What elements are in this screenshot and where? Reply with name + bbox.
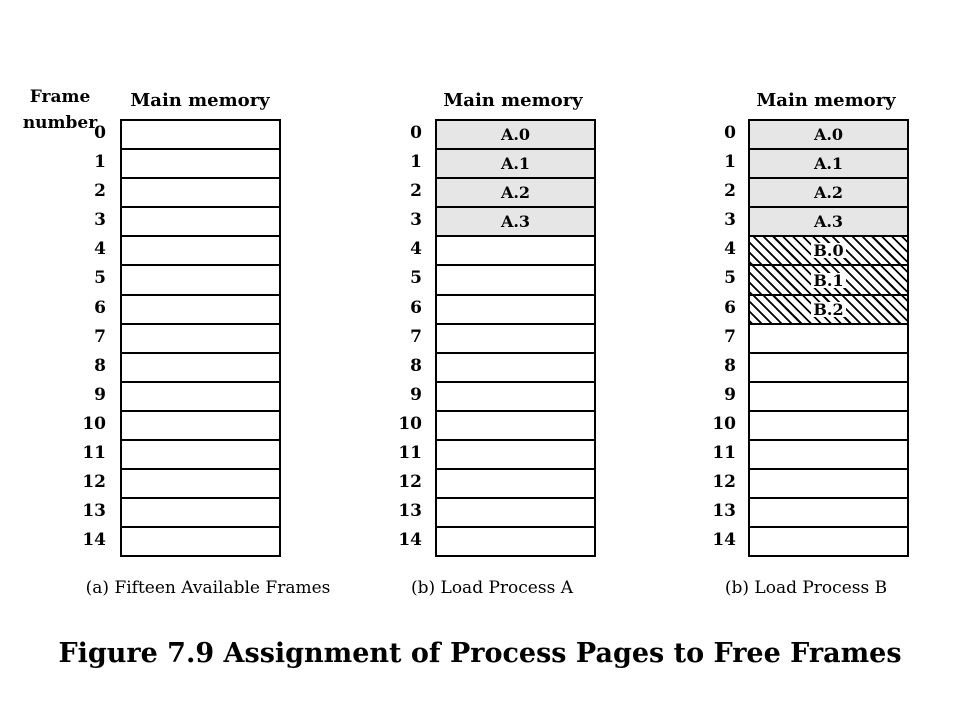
- frame-process-a: [437, 150, 594, 179]
- frame-number: 9: [724, 384, 736, 405]
- frame-number: 14: [398, 530, 422, 551]
- frame-number-column: [66, 119, 106, 555]
- main-memory-title: Main memory: [756, 90, 896, 111]
- frame-number: 14: [712, 530, 736, 551]
- frame-free: [750, 441, 907, 470]
- frame-free: [750, 354, 907, 383]
- page-label: A.1: [500, 154, 531, 174]
- frame-free: [122, 441, 279, 470]
- frame-free: [122, 208, 279, 237]
- frame-process-a: [437, 179, 594, 208]
- page-label: B.1: [813, 270, 844, 290]
- page-label: A.2: [500, 183, 531, 203]
- frame-process-a: [750, 179, 907, 208]
- frame-free: [122, 121, 279, 150]
- frame-number: 4: [410, 239, 422, 260]
- frame-number-column: [696, 119, 736, 555]
- diagram-caption: (a) Fifteen Available Frames: [85, 578, 331, 598]
- frame-number: 6: [724, 297, 736, 318]
- frame-free: [437, 412, 594, 441]
- frame-number: 14: [82, 530, 106, 551]
- page-label: A.3: [500, 212, 531, 232]
- frame-number: 11: [82, 443, 106, 464]
- frame-number: 7: [724, 326, 736, 347]
- frame-number: 12: [712, 472, 736, 493]
- frame-free: [437, 470, 594, 499]
- frame-free: [750, 325, 907, 354]
- frame-number: 1: [724, 152, 736, 173]
- frame-free: [122, 383, 279, 412]
- frame-process-b: [750, 296, 907, 325]
- frame-number: 0: [724, 123, 736, 143]
- frame-number: 4: [94, 239, 106, 260]
- frame-number: 3: [410, 210, 422, 231]
- frame-free: [122, 237, 279, 266]
- frame-number: 4: [724, 239, 736, 260]
- frame-number: 7: [410, 326, 422, 347]
- frame-process-a: [750, 150, 907, 179]
- frame-process-a: [437, 208, 594, 237]
- frame-number: 7: [94, 326, 106, 347]
- frame-free: [122, 528, 279, 557]
- frame-number: 6: [410, 297, 422, 318]
- frame-free: [122, 266, 279, 295]
- frame-number: 2: [410, 181, 422, 202]
- frame-free: [122, 499, 279, 528]
- frame-free: [122, 325, 279, 354]
- frame-free: [437, 237, 594, 266]
- page-label: A.2: [813, 183, 844, 203]
- frame-number: 12: [398, 472, 422, 493]
- frame-number: 9: [94, 384, 106, 405]
- frame-number-column: [382, 119, 422, 555]
- frame-number: 13: [398, 501, 422, 522]
- memory-frames: [748, 119, 909, 557]
- frame-free: [122, 296, 279, 325]
- frame-free: [750, 528, 907, 557]
- frame-number: 13: [712, 501, 736, 522]
- memory-frames: [435, 119, 596, 557]
- frame-free: [122, 354, 279, 383]
- diagram-caption: (b) Load Process B: [724, 578, 888, 598]
- main-memory-title: Main memory: [443, 90, 583, 111]
- frame-number: 12: [82, 472, 106, 493]
- frame-number: 8: [724, 355, 736, 376]
- frame-free: [437, 499, 594, 528]
- frame-number: 1: [410, 152, 422, 173]
- frame-number: 1: [94, 152, 106, 173]
- frame-free: [437, 441, 594, 470]
- frame-number: 0: [410, 123, 422, 143]
- frame-process-a: [750, 121, 907, 150]
- frame-label-line1: Frame: [29, 87, 91, 107]
- page-label: A.0: [500, 125, 531, 145]
- frame-process-b: [750, 237, 907, 266]
- frame-free: [437, 296, 594, 325]
- frame-free: [437, 354, 594, 383]
- frame-process-a: [437, 121, 594, 150]
- frame-number: 2: [94, 181, 106, 202]
- frame-number: 5: [410, 268, 422, 289]
- frame-number: 3: [724, 210, 736, 231]
- frame-number: 8: [94, 355, 106, 376]
- frame-process-b: [750, 266, 907, 295]
- frame-free: [122, 179, 279, 208]
- frame-free: [750, 470, 907, 499]
- frame-number: 0: [94, 123, 106, 143]
- frame-number: 6: [94, 297, 106, 318]
- frame-free: [750, 499, 907, 528]
- frame-free: [437, 383, 594, 412]
- frame-number: 5: [94, 268, 106, 289]
- frame-free: [122, 470, 279, 499]
- frame-number: 10: [712, 413, 736, 434]
- page-label: A.0: [813, 125, 844, 145]
- frame-number: 2: [724, 181, 736, 202]
- frame-number: 3: [94, 210, 106, 231]
- frame-free: [437, 528, 594, 557]
- frame-number: 13: [82, 501, 106, 522]
- frame-free: [122, 150, 279, 179]
- frame-process-a: [750, 208, 907, 237]
- frame-number: 9: [410, 384, 422, 405]
- frame-number: 10: [398, 413, 422, 434]
- figure-title: Figure 7.9 Assignment of Process Pages to Free Frames: [58, 638, 902, 669]
- frame-number: 10: [82, 413, 106, 434]
- frame-free: [437, 325, 594, 354]
- memory-frames: [120, 119, 281, 557]
- page-label: A.3: [813, 212, 844, 232]
- main-memory-title: Main memory: [130, 90, 270, 111]
- frame-free: [750, 412, 907, 441]
- page-label: B.2: [813, 299, 844, 319]
- frame-label-line2: number: [22, 113, 98, 133]
- page-label: B.0: [813, 241, 844, 261]
- diagram-caption: (b) Load Process A: [410, 578, 573, 598]
- frame-free: [750, 383, 907, 412]
- frame-number: 11: [398, 443, 422, 464]
- frame-free: [122, 412, 279, 441]
- frame-free: [437, 266, 594, 295]
- frame-number: 5: [724, 268, 736, 289]
- frame-number: 11: [712, 443, 736, 464]
- frame-number: 8: [410, 355, 422, 376]
- page-label: A.1: [813, 154, 844, 174]
